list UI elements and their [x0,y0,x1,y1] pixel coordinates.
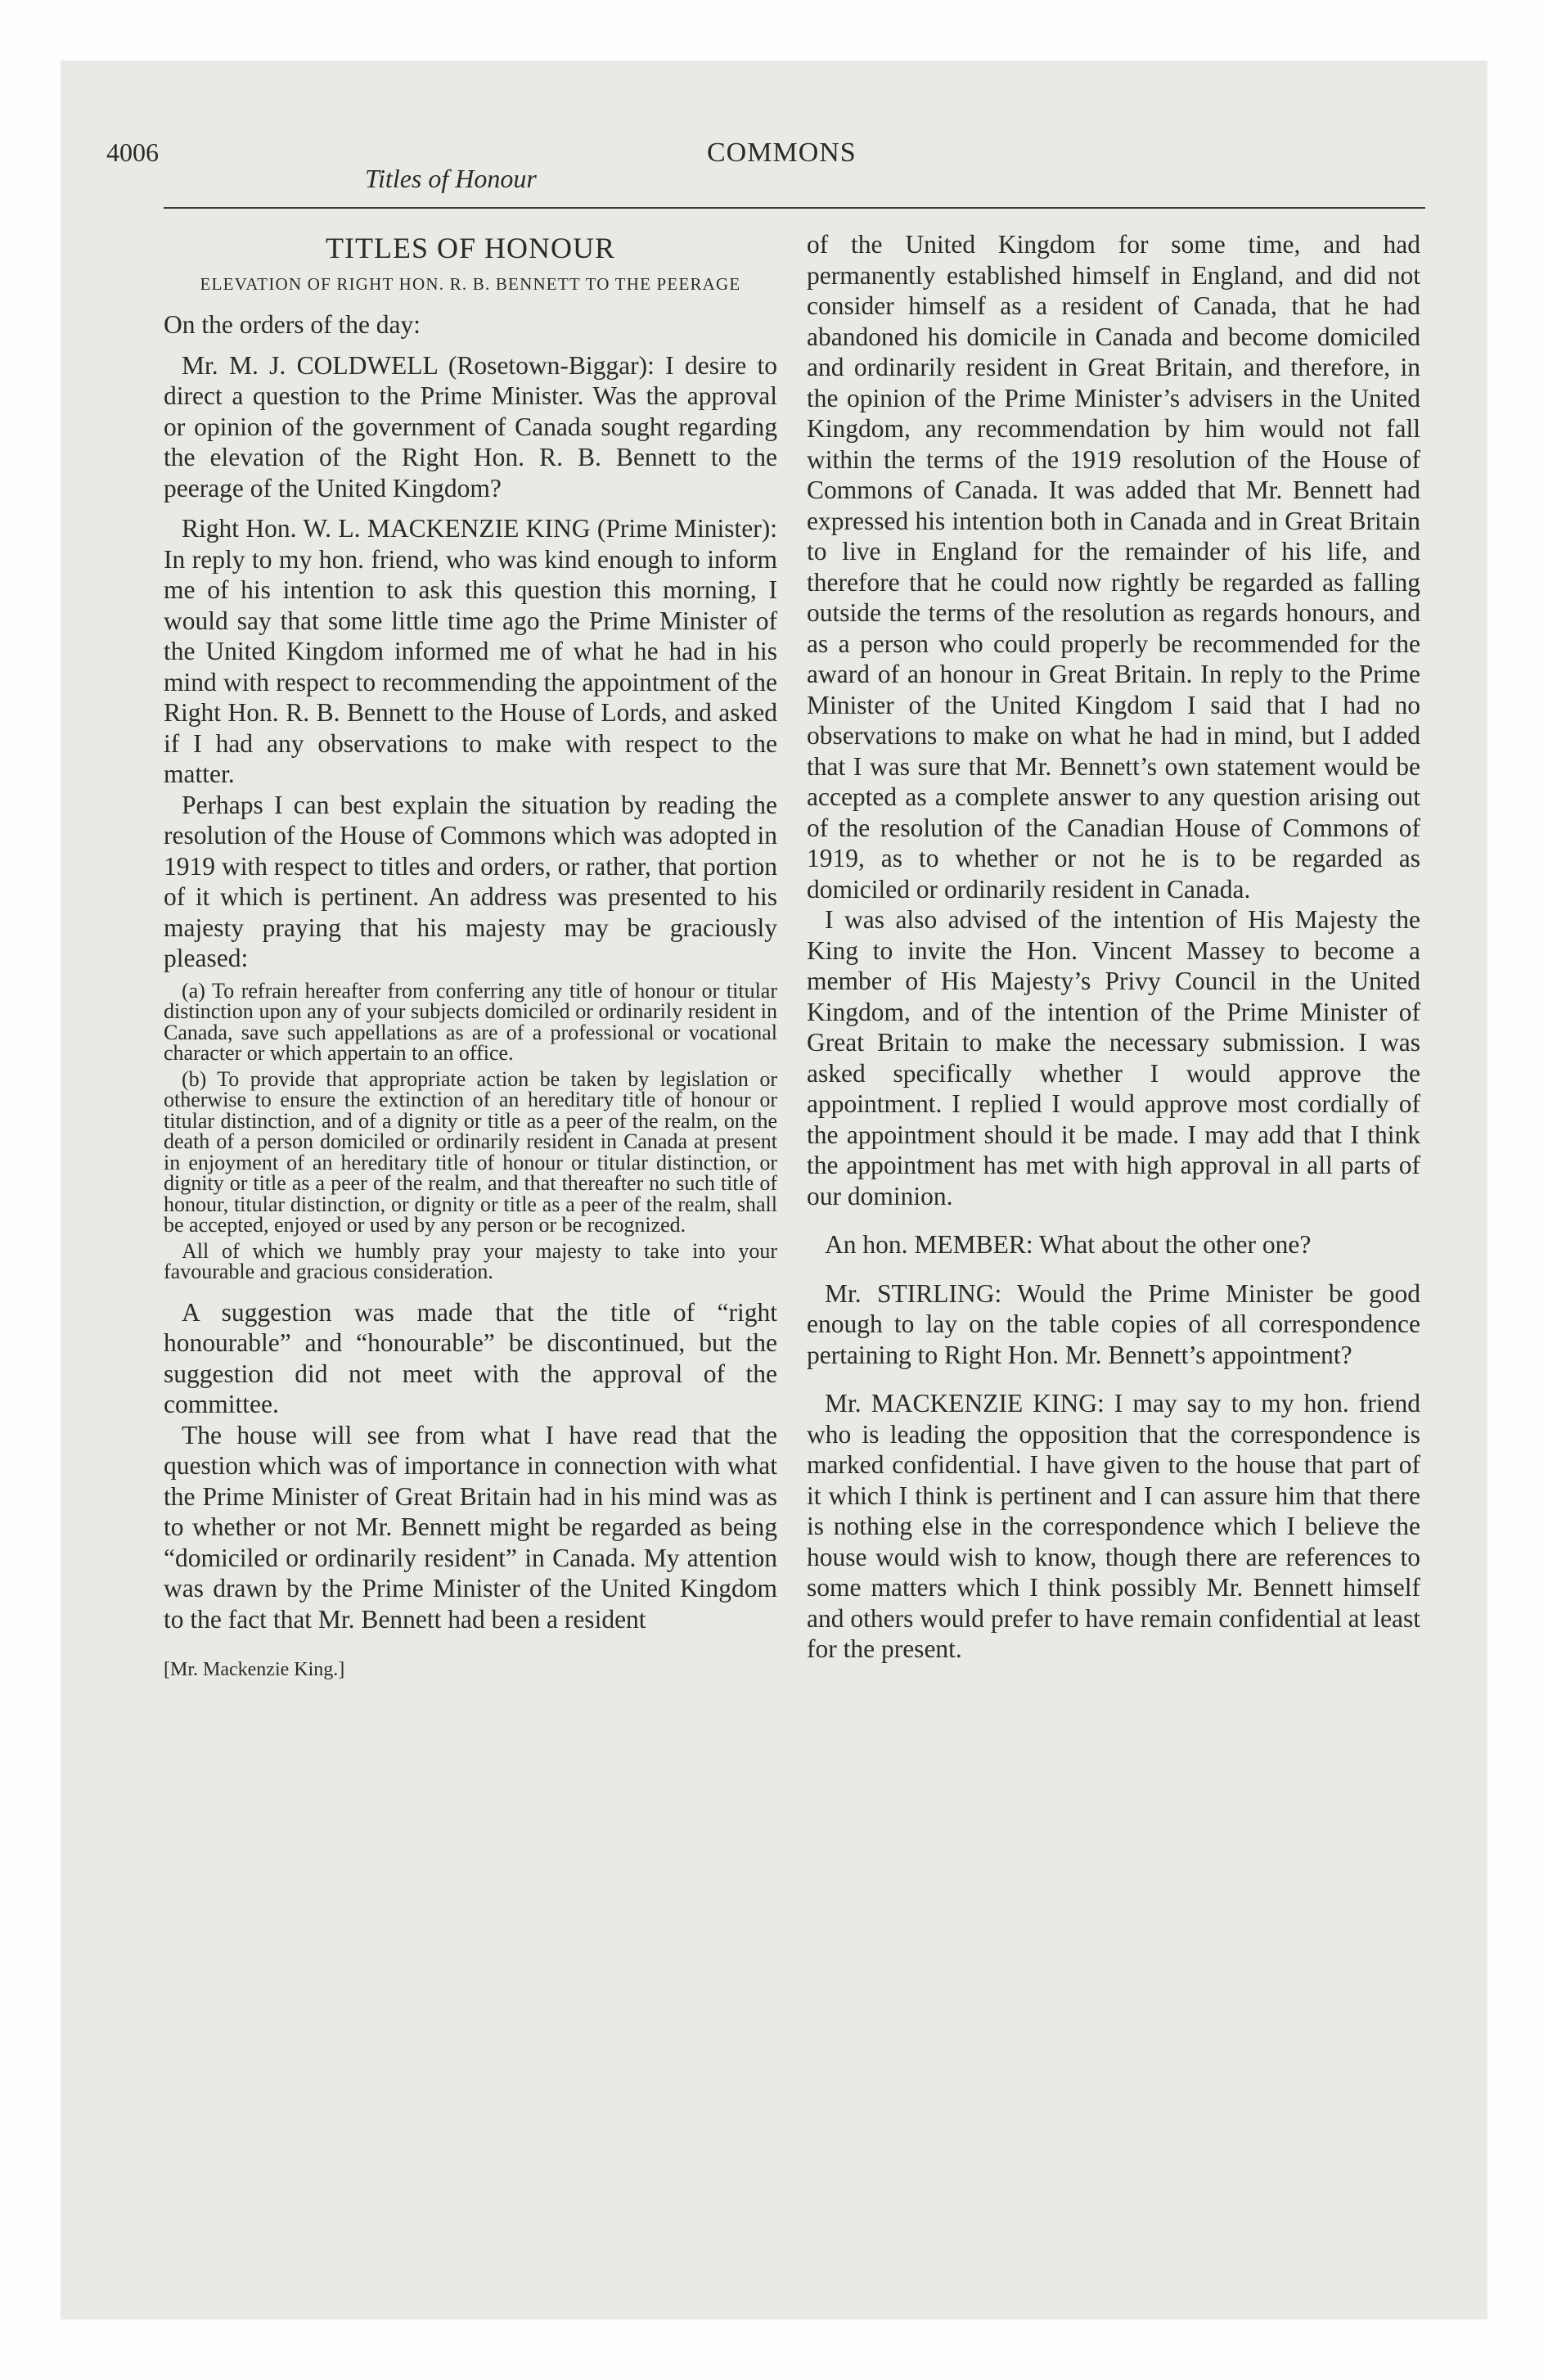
paragraph: A suggestion was made that the title of “right honourable” and “honourable” be discontinued, but the suggestion did not meet with the approval of the committee. [164,1297,777,1418]
quoted-resolution: All of which we humbly pray your majesty to take into your favourable and gracious consideration. [164,1238,777,1283]
speaker-footer: [Mr. Mackenzie King.] [164,1659,345,1680]
section-title: TITLES OF HONOUR [326,232,615,264]
paragraph: Right Hon. W. L. MACKENZIE KING (Prime Minister): In reply to my hon. friend, who was kind enough to inform me of his intention to ask this question this morning, I would say that some little time ago the Prime Minister of the United Kingdom informed me of what he had in his mind with respect to recommending the appointment of the Right Hon. R. B. Bennett to the House of Lords, and asked if I had any observations to make with respect to the matter. [164,514,777,788]
paragraph: Perhaps I can best explain the situation by reading the resolution of the House of Commons which was adopted in 1919 with respect to titles and orders, or rather, that portion of it which is pertinent. An address was presented to his majesty praying that his majesty may be graciously pleased: [164,790,777,972]
paragraph: I was also advised of the intention of His Majesty the King to invite the Hon. Vincent Massey to become a member of His Majesty’s Privy Council in the United Kingdom, and of the intention of the Prime Minister of Great Britain to make the necessary submission. I was asked specifically whether I would approve the appointment. I replied I would approve most cordially of the appointment should it be made. I may add that I think the appointment has met with high approval in all parts of our dominion. [807,905,1420,1210]
quoted-resolution: (a) To refrain hereafter from conferring any title of honour or titular distinction upon any of your subjects domiciled or ordinarily resident in Canada, save such appellations as are of a professional or vocational character or which appertain to an office. [164,978,777,1065]
right-column [807,229,1420,1665]
header-rule [164,207,1425,209]
quoted-resolution: (b) To provide that appropriate action be taken by legislation or otherwise to ensure the extinction of an hereditary title of honour or titular distinction, and of a dignity or title as a peer of the realm, on the death of a person domiciled or ordinarily resident in Canada at present in enjoyment of an hereditary title of honour or titular distinction, or dignity or title as a peer of the realm, and that thereafter no such title of honour, titular distinction, or dignity or title as a peer of the realm, shall be accepted, enjoyed or used by any person or be recognized. [164,1066,777,1237]
paragraph: of the United Kingdom for some time, and had permanently established himself in England, and did not consider himself as a resident of Canada, that he had abandoned his domicile in Canada and become domiciled and ordinarily resident in Great Britain, and therefore, in the opinion of the Prime Minister’s advisers in the United Kingdom, any recommendation by him would not fall within the terms of the 1919 resolution of the House of Commons of Canada. It was added that Mr. Bennett had expressed his intention both in Canada and in Great Britain to live in England for the remainder of his life, and therefore that he could now rightly be regarded as falling outside the terms of the resolution as regards honours, and as a person who could properly be recommended for the award of an honour in Great Britain. In reply to the Prime Minister of the United Kingdom I said that I had no observations to make on what he had in mind, but I added that I was sure that Mr. Bennett’s own statement would be accepted as a complete answer to any question arising out of the resolution of the Canadian House of Commons of 1919, as to whether or not he is to be regarded as domiciled or ordinarily resident in Canada. [807,230,1420,904]
left-column [164,229,777,1681]
page-number: 4006 [106,137,159,167]
section-header: COMMONS [707,137,857,168]
paragraph: Mr. MACKENZIE KING: I may say to my hon. friend who is leading the opposition that the correspondence is marked confidential. I have given to the house that part of it which I think is pertinent and I can assure him that there is nothing else in the correspondence which I believe the house would wish to know, though there are references to some matters which I think possibly Mr. Bennett himself and others would prefer to have remain confidential at least for the present. [807,1389,1420,1663]
paragraph: On the orders of the day: [164,310,421,339]
paragraph: An hon. MEMBER: What about the other one? [825,1230,1312,1259]
running-title: Titles of Honour [365,164,537,193]
section-subtitle: ELEVATION OF RIGHT HON. R. B. BENNETT TO THE PEERAGE [200,274,741,294]
paragraph: Mr. M. J. COLDWELL (Rosetown-Biggar): I desire to direct a question to the Prime Minister. Was the approval or opinion of the government of Canada sought regarding the elevation of the Right Hon. R. B. Bennett to the peerage of the United Kingdom? [164,350,777,503]
paragraph: The house will see from what I have read that the question which was of importance in connection with what the Prime Minister of Great Britain had in his mind was as to whether or not Mr. Bennett might be regarded as being “domiciled or ordinarily resident” in Canada. My attention was drawn by the Prime Minister of the United Kingdom to the fact that Mr. Bennett had been a resident [164,1420,777,1634]
paragraph: Mr. STIRLING: Would the Prime Minister be good enough to lay on the table copies of all correspondence pertaining to Right Hon. Mr. Bennett’s appointment? [807,1278,1420,1369]
